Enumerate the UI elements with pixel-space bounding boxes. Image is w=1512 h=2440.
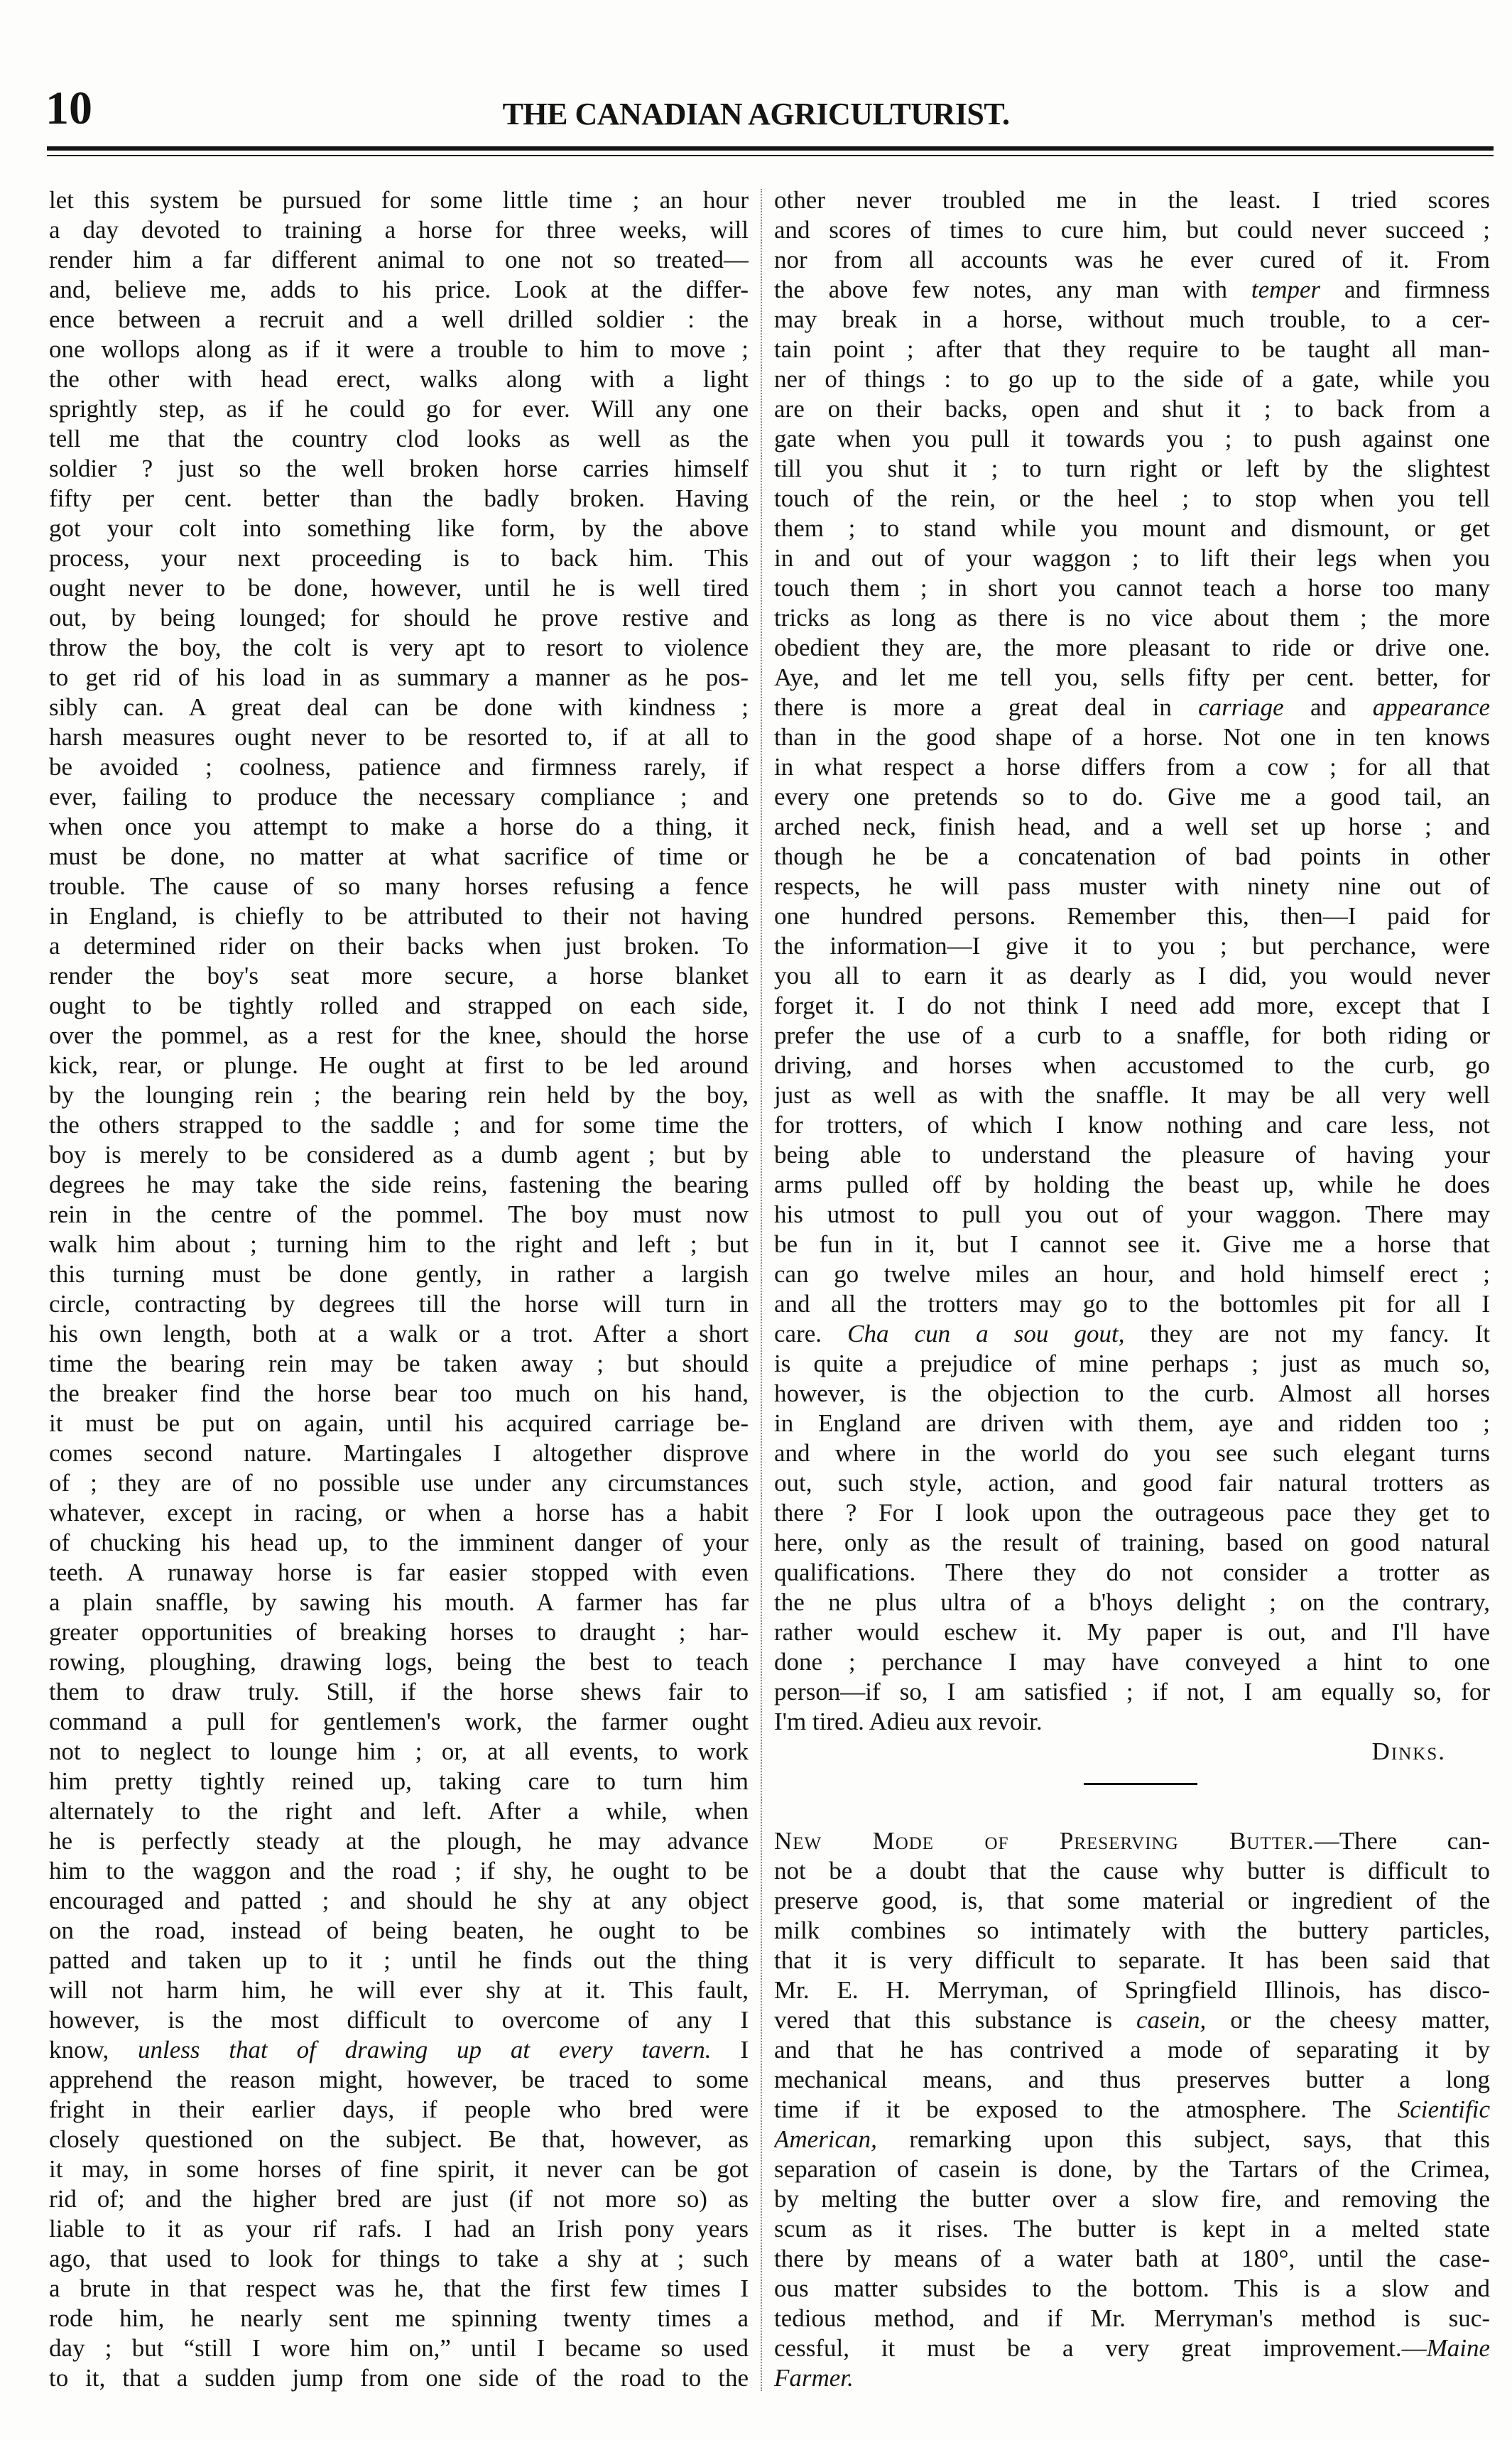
text-line [774,2363,1490,2393]
text-line: when once you attempt to make a horse do a thing, it [49,813,749,840]
text-run: the above few notes, any man with [774,276,1251,303]
italic-text: temper [1251,276,1321,303]
text-run: cessful, it must be a very great improvement.— [774,2334,1427,2362]
text-line: than in the good shape of a horse. Not one in ten knows [774,723,1490,751]
text-run: there is more a great deal in [774,693,1199,721]
text-line: in what respect a horse differs from a cow ; for all that [774,753,1490,781]
text-line: may break in a horse, without much trouble, to a cer- [774,305,1490,333]
text-run: they are not my fancy. It [1124,1320,1490,1348]
text-line: by melting the butter over a slow fire, and removing the [774,2185,1490,2213]
text-line: sibly can. A great deal can be done with kindness ; [49,693,749,721]
text-line: nor from all accounts was he ever cured of it. From [774,246,1490,273]
text-line: separation of casein is done, by the Tartars of the Crimea, [774,2155,1490,2183]
text-line: him to the waggon and the road ; if shy, he ought to be [49,1857,749,1885]
text-line: render the boy's seat more secure, a horse blanket [49,962,749,989]
text-line: teeth. A runaway horse is far easier stopped with even [49,1558,749,1586]
text-line: ence between a recruit and a well drilled soldier : the [49,305,749,333]
text-line [774,2333,1490,2363]
text-line: and where in the world do you see such elegant turns [774,1439,1490,1467]
text-line: kick, rear, or plunge. He ought at first to be led around [49,1051,749,1079]
text-line: command a pull for gentlemen's work, the farmer ought [49,1708,749,1735]
text-line: will not harm him, he will ever shy at it. This fault, [49,1976,749,2004]
italic-text: appearance [1372,693,1490,721]
text-line: his utmost to pull you out of your waggon. There may [774,1200,1490,1228]
text-line: however, is the most difficult to overcome of any I [49,2006,749,2034]
text-line: mechanical means, and thus preserves butter a long [774,2066,1490,2093]
text-line: a determined rider on their backs when just broken. To [49,932,749,960]
text-line [774,275,1490,305]
text-line [774,1319,1490,1349]
text-line: there by means of a water bath at 180°, until the case- [774,2245,1490,2272]
text-line [49,2035,749,2065]
text-line: be fun in it, but I cannot see it. Give me a horse that [774,1230,1490,1258]
text-line: liable to it as your rif rafs. I had an Irish pony years [49,2215,749,2243]
text-line: till you shut it ; to turn right or left by the slightest [774,455,1490,482]
text-line: out, by being lounged; for should he prove restive and [49,604,749,631]
text-line: he is perfectly steady at the plough, he may advance [49,1827,749,1855]
text-line: being able to understand the pleasure of having your [774,1141,1490,1169]
text-line: the information—I give it to you ; but perchance, were [774,932,1490,960]
text-line: tell me that the country clod looks as well as the [49,425,749,452]
text-line: the ne plus ultra of a b'hoys delight ; on the contrary, [774,1588,1490,1616]
text-line: whatever, except in racing, or when a horse has a habit [49,1499,749,1527]
horse-training-article-continued [49,185,749,2393]
text-line: here, only as the result of training, based on good natural [774,1529,1490,1556]
text-line: arms pulled off by holding the beast up, while he does [774,1171,1490,1198]
text-line: sprightly step, as if he could go for ever. Will any one [49,395,749,423]
text-line [774,2005,1490,2035]
text-line: ous matter subsides to the bottom. This is a slow and [774,2274,1490,2302]
text-line: out, such style, action, and good fair natural trotters as [774,1469,1490,1497]
text-line: degrees he may take the side reins, fastening the bearing [49,1171,749,1198]
text-line: over the pommel, as a rest for the knee, should the horse [49,1021,749,1049]
text-line: day ; but “still I wore him on,” until I became so used [49,2334,749,2362]
text-line: rein in the centre of the pommel. The boy must now [49,1200,749,1228]
text-line: and all the trotters may go to the bottomles pit for all I [774,1290,1490,1318]
text-line: apprehend the reason might, however, be traced to some [49,2066,749,2093]
text-line: I'm tired. Adieu aux revoir. [774,1708,1043,1735]
text-line: though he be a concatenation of bad points in other [774,842,1490,870]
text-line: for trotters, of which I know nothing and care less, not [774,1111,1490,1139]
text-line: of ; they are of no possible use under any circumstances [49,1469,749,1497]
text-line: and scores of times to cure him, but could never succeed ; [774,216,1490,244]
text-line: respects, he will pass muster with ninety nine out of [774,872,1490,900]
text-line: rid of; and the higher bred are just (if not more so) as [49,2185,749,2213]
text-line: in England, is chiefly to be attributed to their not having [49,902,749,930]
text-line: is quite a prejudice of mine perhaps ; just as much so, [774,1350,1490,1377]
page-number: 10 [45,82,92,134]
header-rule-thick [47,146,1494,151]
text-line: can go twelve miles an hour, and hold himself erect ; [774,1260,1490,1288]
left-column [49,185,749,2393]
text-line: ought to be tightly rolled and strapped on each side, [49,992,749,1019]
text-line: Mr. E. H. Merryman, of Springfield Illinois, has disco- [774,1976,1490,2004]
text-line: walk him about ; turning him to the right and left ; but [49,1230,749,1258]
text-line: must be done, no matter at what sacrifice of time or [49,842,749,870]
text-run: I [711,2036,749,2064]
text-line: however, is the objection to the curb. Almost all horses [774,1379,1490,1407]
text-line: qualifications. There they do not consider a trotter as [774,1558,1490,1586]
text-line: prefer the use of a curb to a snaffle, for both riding or [774,1021,1490,1049]
text-line: greater opportunities of breaking horses to draught ; har- [49,1618,749,1646]
text-line: got your colt into something like form, by the above [49,514,749,542]
text-line: them ; to stand while you mount and dismount, or get [774,514,1490,542]
text-line: are on their backs, open and shut it ; to back from a [774,395,1490,423]
italic-text: Maine [1426,2334,1490,2362]
text-run: care. [774,1320,848,1348]
section-divider [1084,1783,1197,1785]
text-line: one wollops along as if it were a trouble to him to move ; [49,335,749,363]
text-line: just as well as with the snaffle. It may be all very well [774,1081,1490,1109]
text-line: comes second nature. Martingales I altogether disprove [49,1439,749,1467]
text-line: process, your next proceeding is to back him. This [49,544,749,572]
text-line: obedient they are, the more pleasant to ride or drive one. [774,634,1490,661]
horse-training-article-end [774,185,1490,1737]
text-line: encouraged and patted ; and should he shy at any object [49,1887,749,1914]
text-line: the breaker find the horse bear too much on his hand, [49,1379,749,1407]
italic-text: Farmer. [774,2364,854,2392]
text-line: not be a doubt that the cause why butter is difficult to [774,1857,1490,1885]
italic-text: American, [774,2125,877,2153]
header-rule-thin [47,155,1494,156]
text-line: forget it. I do not think I need add more, except that I [774,992,1490,1019]
text-line: them to draw truly. Still, if the horse shews fair to [49,1678,749,1706]
text-line: scum as it rises. The butter is kept in a melted state [774,2215,1490,2243]
text-line: ever, failing to produce the necessary compliance ; and [49,783,749,810]
text-line: to get rid of his load in as summary a manner as he pos- [49,663,749,691]
text-run: and firmness [1320,276,1490,303]
text-line: render him a far different animal to one not so treated— [49,246,749,273]
text-line: ner of things : to go up to the side of a gate, while you [774,365,1490,393]
text-line: closely questioned on the subject. Be that, however, as [49,2125,749,2153]
italic-text: carriage [1198,693,1284,721]
butter-article [774,1826,1490,2393]
text-line: touch them ; in short you cannot teach a horse too many [774,574,1490,602]
text-line: a plain snaffle, by sawing his mouth. A farmer has far [49,1588,749,1616]
text-line: him pretty tightly reined up, taking care to turn him [49,1767,749,1795]
author-signature: Dinks. [1371,1737,1446,1765]
column-divider [761,189,762,2391]
text-line: circle, contracting by degrees till the horse will turn in [49,1290,749,1318]
text-line: on the road, instead of being beaten, he ought to be [49,1916,749,1944]
text-line: and that he has contrived a mode of separating it by [774,2036,1490,2064]
text-line: and, believe me, adds to his price. Look at the differ- [49,276,749,303]
text-line [774,693,1490,722]
text-line: that it is very difficult to separate. It has been said that [774,1946,1490,1974]
text-line: fright in their earlier days, if people who bred were [49,2095,749,2123]
text-line: milk combines so intimately with the buttery particles, [774,1916,1490,1944]
text-line: tain point ; after that they require to be taught all man- [774,335,1490,363]
right-column [774,185,1490,2393]
text-line: arched neck, finish head, and a well set up horse ; and [774,813,1490,840]
text-line: ago, that used to look for things to take a shy at ; such [49,2245,749,2272]
text-line: other never troubled me in the least. I tried scores [774,186,1490,214]
text-line: Aye, and let me tell you, sells fifty per cent. better, for [774,663,1490,691]
text-line: rode him, he nearly sent me spinning twenty times a [49,2304,749,2332]
text-line: to it, that a sudden jump from one side of the road to the [49,2364,749,2392]
journal-title: THE CANADIAN AGRICULTURIST. [502,97,1010,131]
text-line: there ? For I look upon the outrageous pace they get to [774,1499,1490,1527]
text-line: every one pretends so to do. Give me a good tail, an [774,783,1490,810]
text-line: trouble. The cause of so many horses refusing a fence [49,872,749,900]
text-line: preserve good, is, that some material or ingredient of the [774,1887,1490,1914]
text-line: soldier ? just so the well broken horse carries himself [49,455,749,482]
italic-text: unless that of drawing up at every tavern. [138,2036,712,2064]
text-run: or the cheesy matter, [1206,2006,1490,2034]
text-line: touch of the rein, or the heel ; to stop when you tell [774,484,1490,512]
text-line: let this system be pursued for some little time ; an hour [49,186,749,214]
text-line: ought never to be done, however, until he is well tired [49,574,749,602]
text-line: this turning must be done gently, in rather a largish [49,1260,749,1288]
text-run: know, [49,2036,138,2064]
text-line: person—if so, I am satisfied ; if not, I am equally so, for [774,1678,1490,1706]
text-line: the others strapped to the saddle ; and for some time the [49,1111,749,1139]
text-line: of chucking his head up, to the imminent danger of your [49,1529,749,1556]
text-run: time if it be exposed to the atmosphere. The [774,2095,1398,2123]
text-line: his own length, both at a walk or a trot. After a short [49,1320,749,1348]
text-line [774,1826,1490,1856]
text-line: the other with head erect, walks along with a light [49,365,749,393]
text-line: a brute in that respect was he, that the first few times I [49,2274,749,2302]
text-line: one hundred persons. Remember this, then—I paid for [774,902,1490,930]
text-line: it may, in some horses of fine spirit, it never can be got [49,2155,749,2183]
text-line: boy is merely to be considered as a dumb agent ; but by [49,1141,749,1169]
italic-text: Scientific [1397,2095,1490,2123]
text-run: vered that this substance is [774,2006,1137,2034]
text-line: harsh measures ought never to be resorted to, if at all to [49,723,749,751]
text-line: tricks as long as there is no vice about them ; the more [774,604,1490,631]
text-line: rowing, ploughing, drawing logs, being the best to teach [49,1648,749,1676]
text-line: tedious method, and if Mr. Merryman's method is suc- [774,2304,1490,2332]
text-run: —There can- [1314,1827,1490,1855]
article-heading: New Mode of Preserving Butter. [774,1827,1315,1855]
text-line [774,2095,1490,2125]
text-line: time the bearing rein may be taken away ; but should [49,1350,749,1377]
text-line: be avoided ; coolness, patience and firmness rarely, if [49,753,749,781]
italic-text: Cha cun a sou gout, [847,1320,1125,1348]
text-line [774,2125,1490,2154]
text-line: in England are driven with them, aye and ridden too ; [774,1409,1490,1437]
text-line: rather would eschew it. My paper is out, and I'll have [774,1618,1490,1646]
text-line: patted and taken up to it ; until he finds out the thing [49,1946,749,1974]
text-line: fifty per cent. better than the badly broken. Having [49,484,749,512]
italic-text: casein, [1136,2006,1207,2034]
text-line: by the lounging rein ; the bearing rein held by the boy, [49,1081,749,1109]
text-run: remarking upon this subject, says, that this [876,2125,1490,2153]
text-line: a day devoted to training a horse for three weeks, will [49,216,749,244]
text-line: throw the boy, the colt is very apt to resort to violence [49,634,749,661]
text-run: and [1283,693,1373,721]
section-divider-slot [774,1767,1490,1826]
text-line: alternately to the right and left. After a while, when [49,1797,749,1825]
text-line: in and out of your waggon ; to lift their legs when you [774,544,1490,572]
text-line: you all to earn it as dearly as I did, you would never [774,962,1490,989]
text-line: it must be put on again, until his acquired carriage be- [49,1409,749,1437]
text-line: gate when you pull it towards you ; to push against one [774,425,1490,452]
text-line: driving, and horses when accustomed to the curb, go [774,1051,1490,1079]
text-line: not to neglect to lounge him ; or, at all events, to work [49,1737,749,1765]
text-line: done ; perchance I may have conveyed a hint to one [774,1648,1490,1676]
